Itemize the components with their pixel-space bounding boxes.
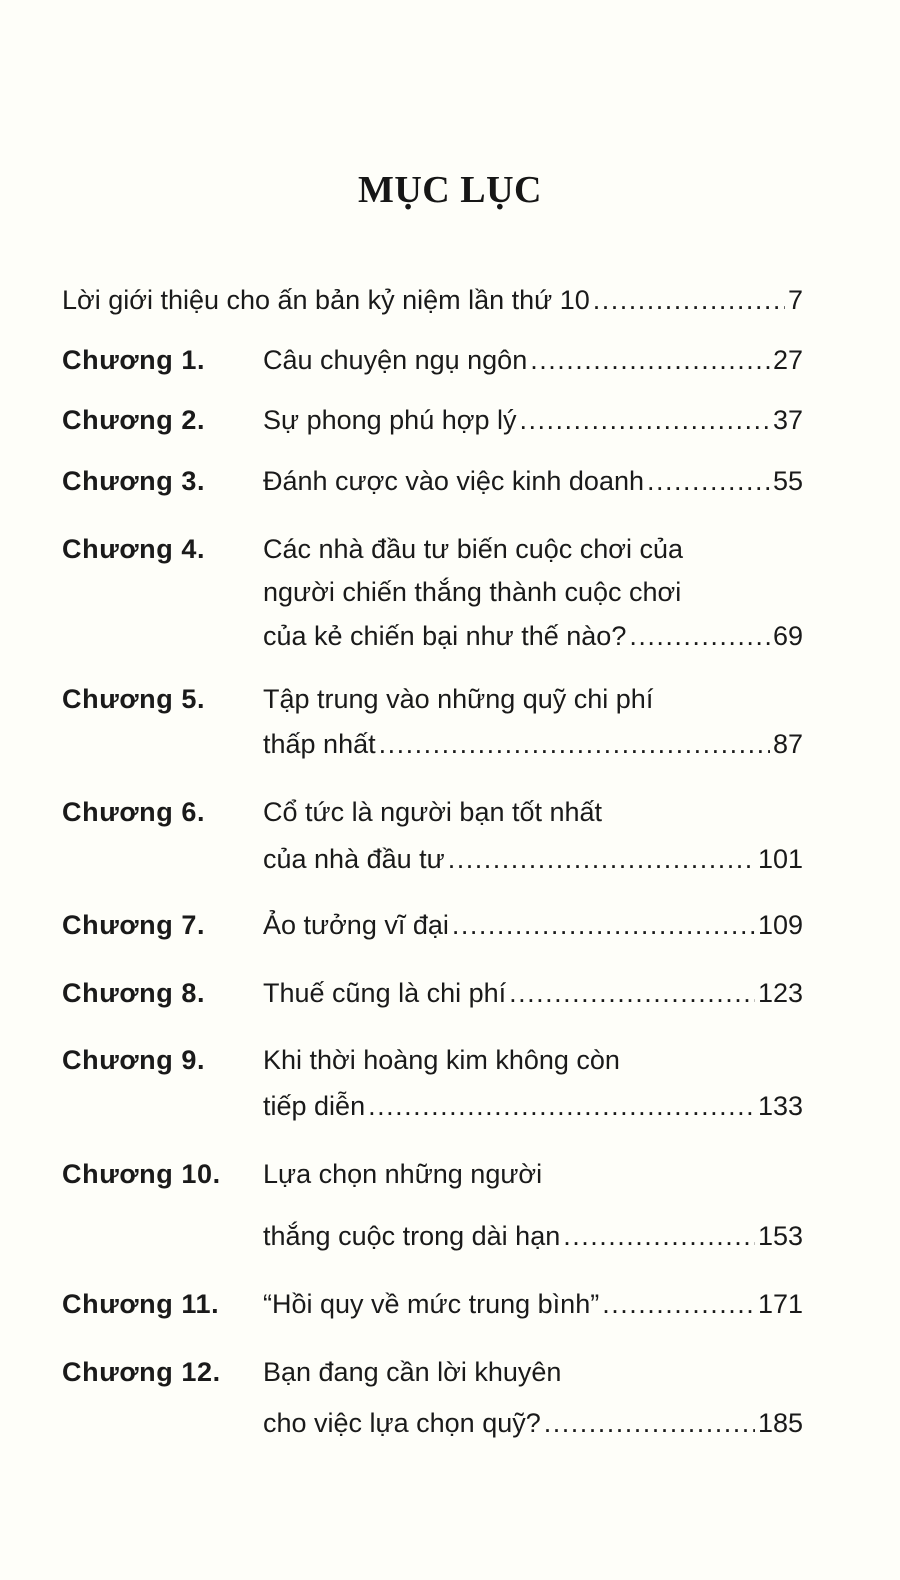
dot-leader <box>647 464 770 498</box>
toc-entry-title: Các nhà đầu tư biến cuộc chơi của <box>263 534 684 564</box>
toc-entry-title: “Hồi quy về mức trung bình” <box>263 1289 600 1319</box>
toc-entry-title: cho việc lựa chọn quỹ? <box>263 1408 541 1438</box>
chapter-label: Chương 11. <box>62 1289 220 1319</box>
toc-page-number: 133 <box>757 1091 803 1121</box>
dot-leader <box>519 403 769 437</box>
dot-leader <box>563 1219 755 1253</box>
toc-entry-line <box>263 1406 803 1440</box>
toc-page-number: 37 <box>772 405 803 435</box>
dot-leader <box>593 283 785 317</box>
toc-entry-line <box>263 1219 803 1253</box>
toc-entry-line <box>263 403 803 437</box>
chapter-label: Chương 4. <box>62 534 206 564</box>
toc-entry-title: Bạn đang cần lời khuyên <box>263 1357 562 1387</box>
toc-entry-title: tiếp diễn <box>263 1091 366 1121</box>
chapter-label: Chương 7. <box>62 910 206 940</box>
chapter-label: Chương 9. <box>62 1045 206 1075</box>
toc-page-number: 87 <box>772 729 803 759</box>
toc-entry-line <box>62 283 803 317</box>
toc-entry-title: Sự phong phú hợp lý <box>263 405 517 435</box>
toc-entry-title: Khi thời hoàng kim không còn <box>263 1045 620 1075</box>
toc-entry-line <box>263 1355 803 1389</box>
toc-entry-line <box>263 575 803 609</box>
toc-entry-title: của kẻ chiến bại như thế nào? <box>263 621 627 651</box>
chapter-label: Chương 8. <box>62 978 206 1008</box>
chapter-label: Chương 3. <box>62 466 206 496</box>
chapter-label: Chương 1. <box>62 345 206 375</box>
toc-page-number: 101 <box>757 844 803 874</box>
chapter-label: Chương 6. <box>62 797 206 827</box>
chapter-label: Chương 2. <box>62 405 206 435</box>
toc-entry-title: Cổ tức là người bạn tốt nhất <box>263 797 603 827</box>
toc-entry-line <box>263 343 803 377</box>
toc-entry-line <box>263 842 803 876</box>
toc-page-number: 123 <box>757 978 803 1008</box>
toc-page-number: 153 <box>757 1221 803 1251</box>
page-title: MỤC LỤC <box>358 169 542 211</box>
dot-leader <box>544 1406 755 1440</box>
toc-entry-title: Lựa chọn những người <box>263 1159 543 1189</box>
toc-entry-line <box>263 1287 803 1321</box>
toc-page-number: 185 <box>757 1408 803 1438</box>
dot-leader <box>509 976 755 1010</box>
chapter-label: Chương 5. <box>62 684 206 714</box>
toc-entry-title: người chiến thắng thành cuộc chơi <box>263 577 682 607</box>
toc-page-number: 55 <box>772 466 803 496</box>
dot-leader <box>602 1287 755 1321</box>
toc-entry-title: thắng cuộc trong dài hạn <box>263 1221 561 1251</box>
toc-entry-title: Câu chuyện ngụ ngôn <box>263 345 528 375</box>
toc-entry-title: Tập trung vào những quỹ chi phí <box>263 684 654 714</box>
toc-entry-title: Lời giới thiệu cho ấn bản kỷ niệm lần thứ 10 <box>62 285 590 315</box>
toc-entry-title: Ảo tưởng vĩ đại <box>263 910 449 940</box>
dot-leader <box>379 727 770 761</box>
toc-entry-line <box>263 727 803 761</box>
dot-leader <box>448 842 755 876</box>
toc-entry-line <box>263 976 803 1010</box>
toc-entry-title: thấp nhất <box>263 729 376 759</box>
chapter-label: Chương 10. <box>62 1159 221 1189</box>
toc-entry-line <box>263 1089 803 1123</box>
dot-leader <box>629 619 770 653</box>
toc-entry-line <box>263 464 803 498</box>
toc-entry-line <box>263 682 803 716</box>
dot-leader <box>452 908 755 942</box>
toc-entry-line <box>263 532 803 566</box>
toc-entry-line <box>263 1157 803 1191</box>
toc-entry-line <box>263 619 803 653</box>
toc-page-number: 27 <box>772 345 803 375</box>
toc-entry-line <box>263 795 803 829</box>
dot-leader <box>530 343 770 377</box>
toc-page-number: 7 <box>787 285 803 315</box>
toc-entry-title: của nhà đầu tư <box>263 844 445 874</box>
toc-page-number: 171 <box>757 1289 803 1319</box>
toc-page-number: 109 <box>757 910 803 940</box>
dot-leader <box>368 1089 755 1123</box>
toc-page-number: 69 <box>772 621 803 651</box>
toc-entry-line <box>263 908 803 942</box>
chapter-label: Chương 12. <box>62 1357 221 1387</box>
toc-entry-line <box>263 1043 803 1077</box>
toc-entry-title: Đánh cược vào việc kinh doanh <box>263 466 644 496</box>
toc-entry-title: Thuế cũng là chi phí <box>263 978 507 1008</box>
